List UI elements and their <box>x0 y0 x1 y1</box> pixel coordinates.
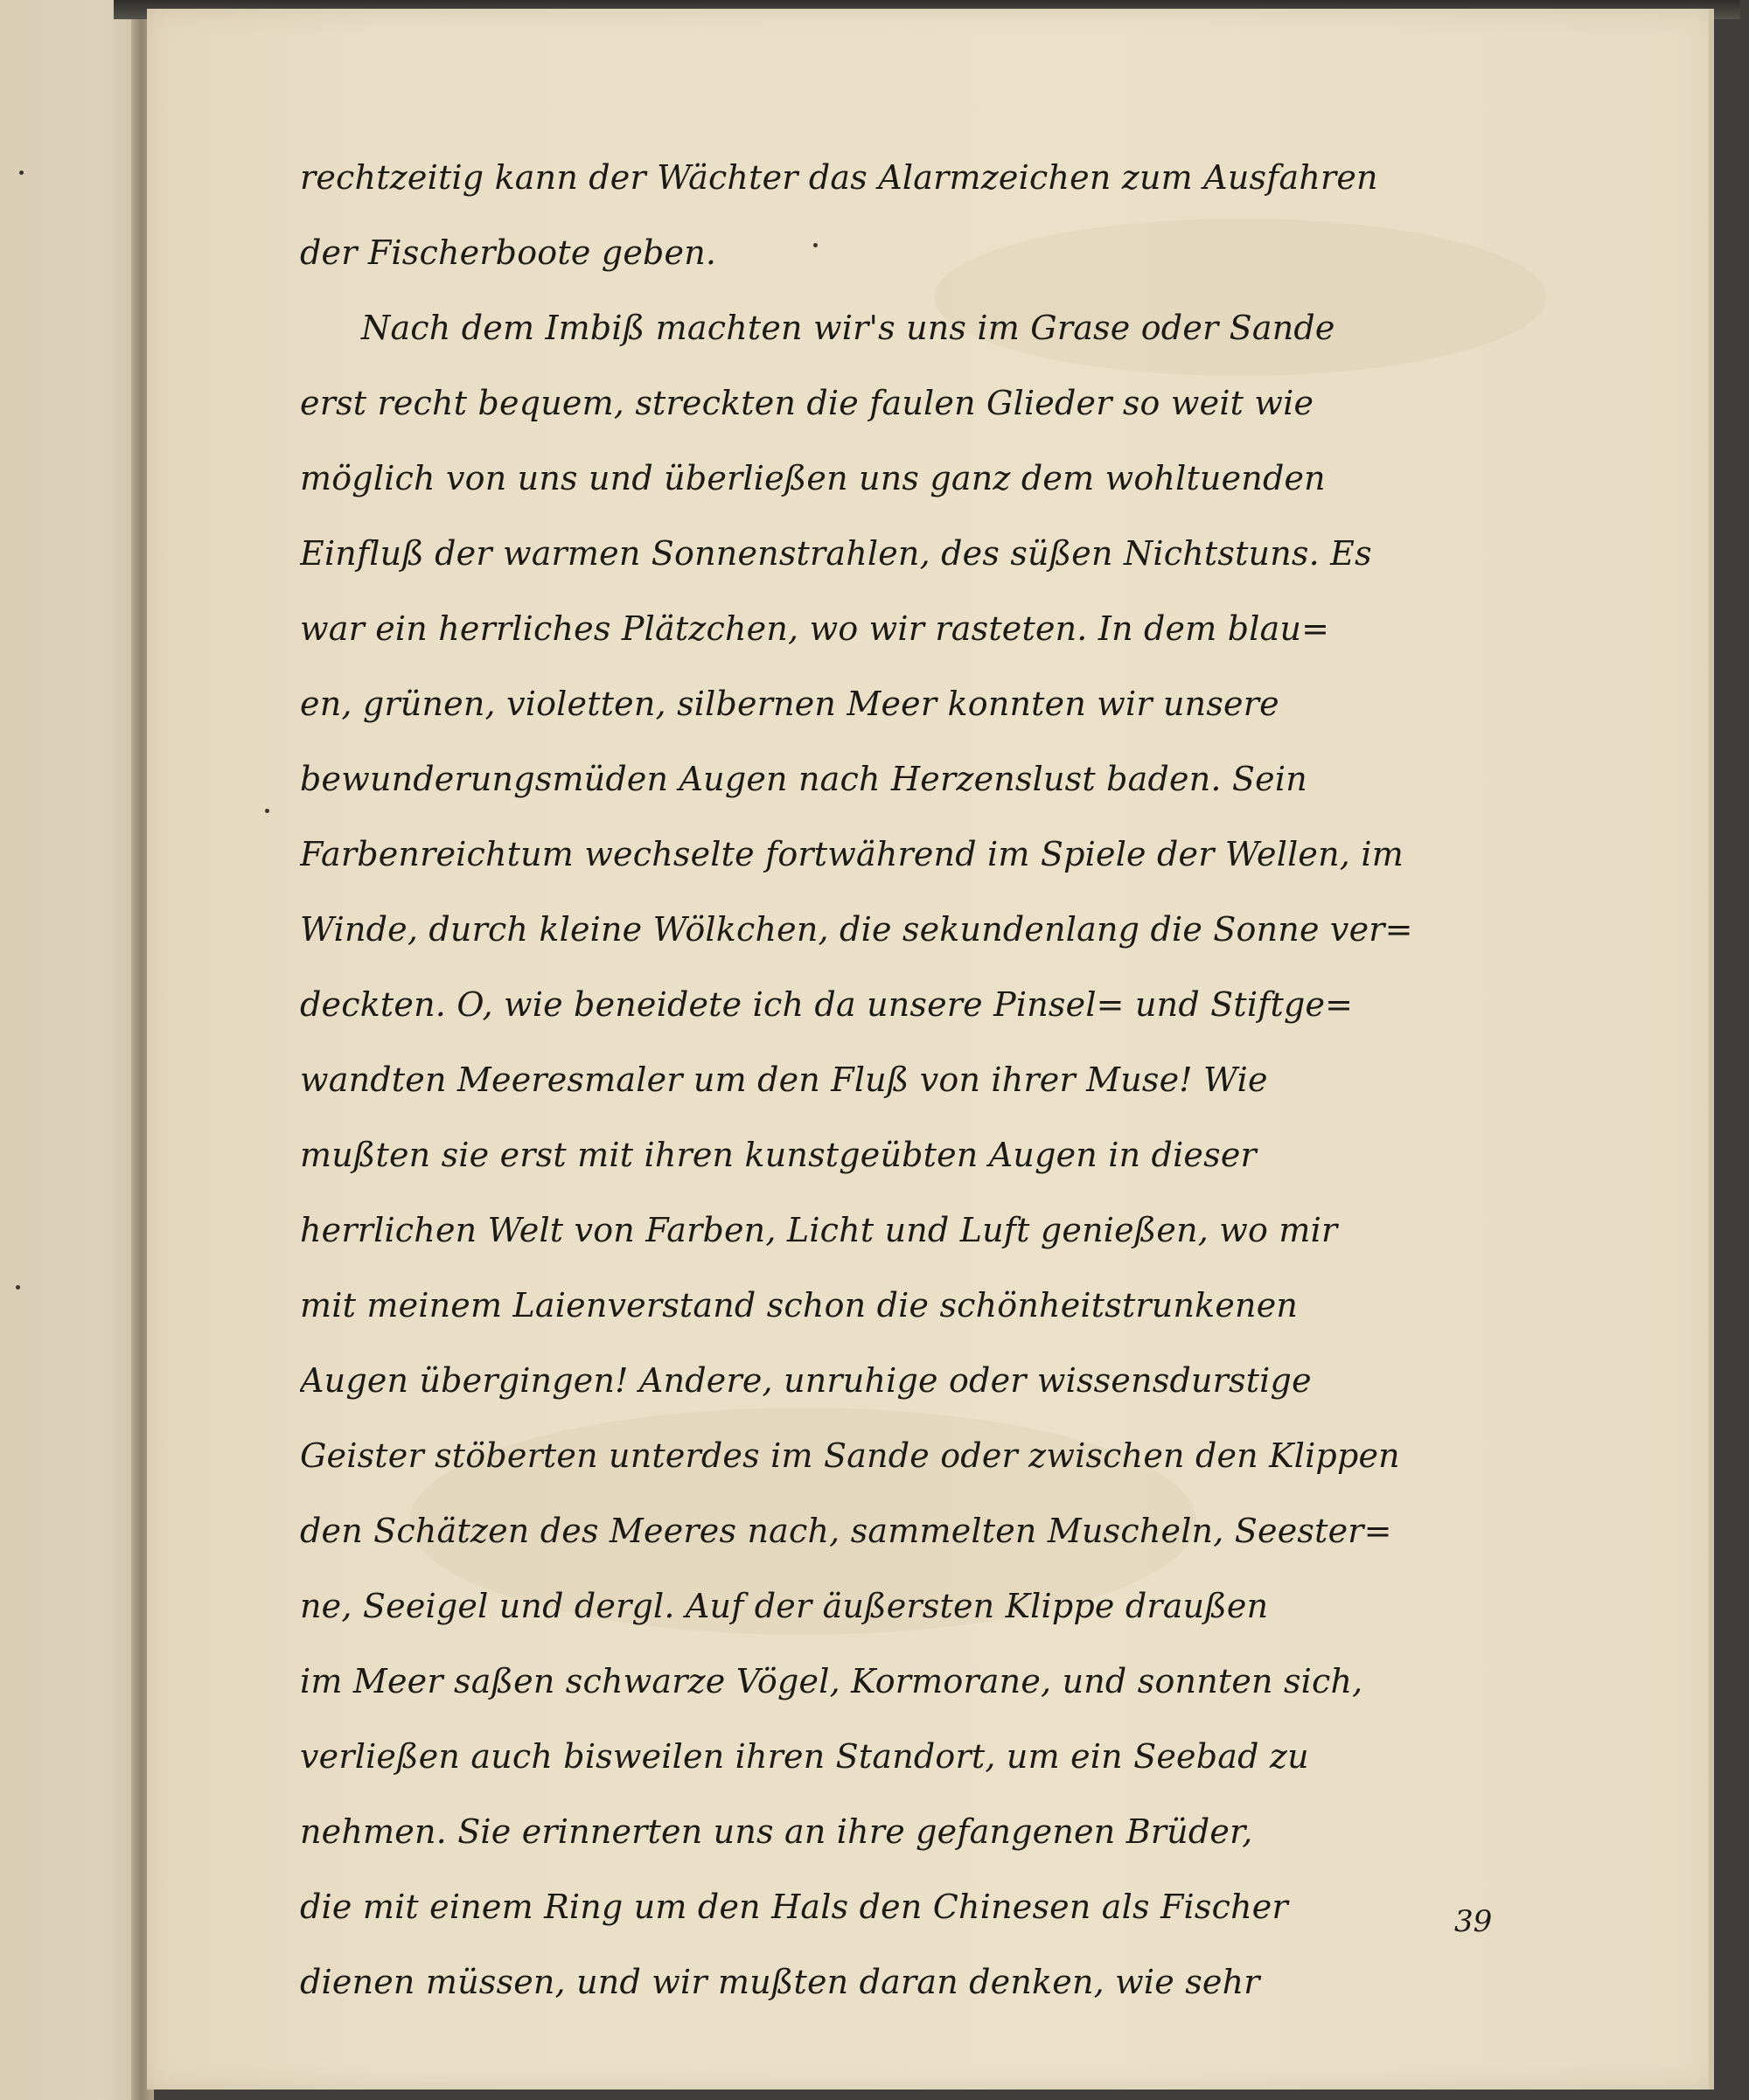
page-number: 39 <box>1454 1904 1493 1939</box>
text-line: ne, Seeigel und dergl. Auf der äußersten Klippe draußen <box>300 1587 1269 1625</box>
text-line: war ein herrliches Plätzchen, wo wir rasteten. In dem blau= <box>300 609 1330 648</box>
text-line: der Fischerboote geben. <box>300 233 717 272</box>
ink-speck <box>265 809 269 813</box>
text-line: im Meer saßen schwarze Vögel, Kormorane, und sonnten sich, <box>300 1662 1363 1700</box>
text-line: Augen übergingen! Andere, unruhige oder wissensdurstige <box>300 1361 1312 1400</box>
text-line: en, grünen, violetten, silbernen Meer konnten wir unsere <box>300 685 1279 723</box>
text-line: nehmen. Sie erinnerten uns an ihre gefangenen Brüder, <box>300 1812 1253 1851</box>
text-line: möglich von uns und überließen uns ganz dem wohltuenden <box>300 459 1326 497</box>
text-line: wandten Meeresmaler um den Fluß von ihrer Muse! Wie <box>300 1060 1268 1099</box>
text-line: bewunderungsmüden Augen nach Herzenslust baden. Sein <box>300 760 1307 798</box>
text-line: dienen müssen, und wir mußten daran denken, wie sehr <box>300 1963 1260 2001</box>
text-line: Nach dem Imbiß machten wir's uns im Grase oder Sande <box>361 309 1335 347</box>
text-line: die mit einem Ring um den Hals den Chinesen als Fischer <box>300 1888 1288 1926</box>
text-line: verließen auch bisweilen ihren Standort, um ein Seebad zu <box>300 1737 1309 1776</box>
text-line: deckten. O, wie beneidete ich da unsere Pinsel= und Stiftge= <box>300 985 1354 1024</box>
page-edge <box>1709 9 1714 2090</box>
notebook-page <box>147 9 1714 2090</box>
handwritten-text <box>300 140 1647 2020</box>
text-line: den Schätzen des Meeres nach, sammelten Muscheln, Seester= <box>300 1512 1392 1550</box>
text-line: herrlichen Welt von Farben, Licht und Luft genießen, wo mir <box>300 1211 1338 1249</box>
text-line: Winde, durch kleine Wölkchen, die sekundenlang die Sonne ver= <box>300 910 1413 949</box>
left-page-edge <box>0 0 147 2100</box>
text-line: erst recht bequem, streckten die faulen Glieder so weit wie <box>300 384 1314 422</box>
text-line: mit meinem Laienverstand schon die schönheitstrunkenen <box>300 1286 1299 1325</box>
text-line: mußten sie erst mit ihren kunstgeübten Augen in dieser <box>300 1136 1257 1174</box>
ink-speck <box>16 1285 20 1290</box>
ink-speck <box>19 170 24 175</box>
text-line: rechtzeitig kann der Wächter das Alarmzeichen zum Ausfahren <box>300 158 1378 197</box>
text-line: Farbenreichtum wechselte fortwährend im Spiele der Wellen, im <box>300 835 1404 873</box>
text-line: Geister stöberten unterdes im Sande oder zwischen den Klippen <box>300 1436 1400 1475</box>
text-line: Einfluß der warmen Sonnenstrahlen, des süßen Nichtstuns. Es <box>300 534 1372 573</box>
